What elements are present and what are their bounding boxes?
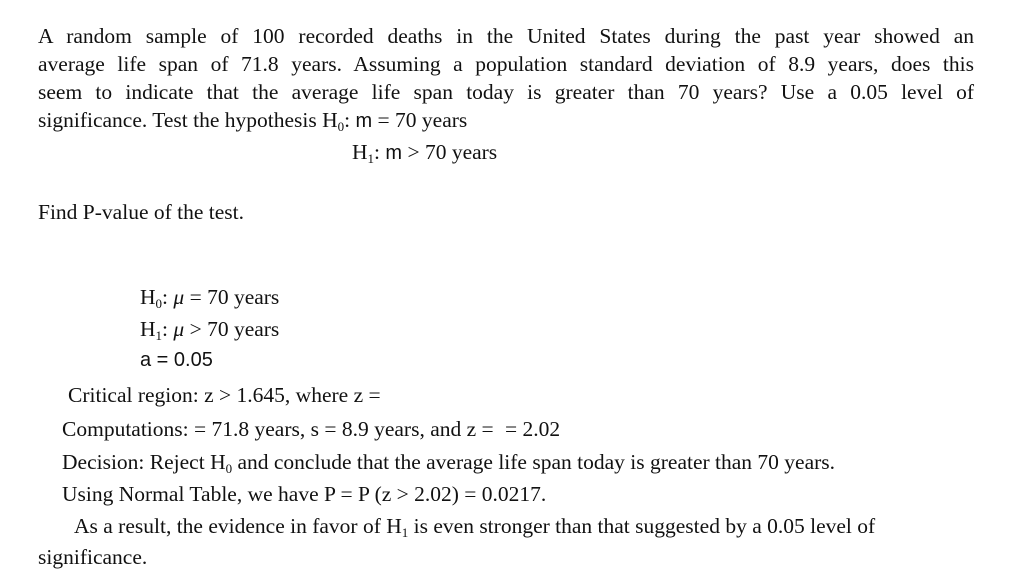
result-text-continued: is even stronger than that suggested by a 0.05 level of bbox=[413, 514, 876, 538]
h0-rhs: = 70 years bbox=[377, 108, 468, 132]
decision-conclusion: and conclude that the average life span today is greater than 70 years. bbox=[237, 450, 836, 474]
question-text: Find P-value of the test. bbox=[38, 200, 245, 224]
computations-text: Computations: = 71.8 years, s = 8.9 years, and z = bbox=[62, 417, 494, 441]
hypothesis-intro: significance. Test the hypothesis H bbox=[38, 108, 338, 132]
normal-table-line: Using Normal Table, we have P = P (z > 2.02) = 0.0217. bbox=[62, 482, 547, 506]
h0-subscript: 0 bbox=[155, 296, 163, 311]
alpha-level: a = 0.05 bbox=[140, 349, 213, 371]
h0-rhs: = 70 years bbox=[189, 285, 280, 309]
result-text: As a result, the evidence in favor of H bbox=[74, 514, 402, 538]
m-symbol: m bbox=[355, 110, 373, 132]
h1-letter: H bbox=[140, 317, 156, 341]
decision-text: Decision: Reject H bbox=[62, 450, 226, 474]
h1-rhs: > 70 years bbox=[407, 140, 498, 164]
problem-line-1: A random sample of 100 recorded deaths in the United States during the past year showed an bbox=[38, 24, 974, 48]
solution-h1 bbox=[140, 315, 279, 343]
result-line bbox=[74, 512, 875, 540]
m-symbol: m bbox=[385, 142, 403, 164]
h1-subscript: 1 bbox=[367, 151, 375, 166]
computations-line bbox=[62, 415, 560, 443]
h1-letter: H bbox=[352, 140, 368, 164]
decision-subscript: 0 bbox=[225, 461, 233, 476]
h0-colon: : bbox=[162, 285, 169, 309]
solution-h0 bbox=[140, 283, 279, 311]
problem-line-3: seem to indicate that the average life span today is greater than 70 years? Use a 0.05 level of bbox=[38, 80, 974, 104]
h0-colon: : bbox=[344, 108, 351, 132]
problem-h1-line bbox=[352, 138, 497, 167]
h1-rhs: > 70 years bbox=[189, 317, 280, 341]
problem-line-2: average life span of 71.8 years. Assuming a population standard deviation of 8.9 years, does this bbox=[38, 52, 974, 76]
h1-colon: : bbox=[374, 140, 381, 164]
result-subscript: 1 bbox=[401, 525, 409, 540]
h1-colon: : bbox=[162, 317, 169, 341]
h1-subscript: 1 bbox=[155, 328, 163, 343]
critical-region: Critical region: z > 1.645, where z = bbox=[68, 383, 381, 407]
problem-line-4 bbox=[38, 106, 467, 135]
z-value: = 2.02 bbox=[505, 417, 561, 441]
result-end: significance. bbox=[38, 545, 148, 569]
h0-subscript: 0 bbox=[337, 119, 345, 134]
decision-line bbox=[62, 448, 835, 476]
mu-symbol: μ bbox=[173, 285, 185, 309]
mu-symbol: μ bbox=[173, 317, 185, 341]
h0-letter: H bbox=[140, 285, 156, 309]
